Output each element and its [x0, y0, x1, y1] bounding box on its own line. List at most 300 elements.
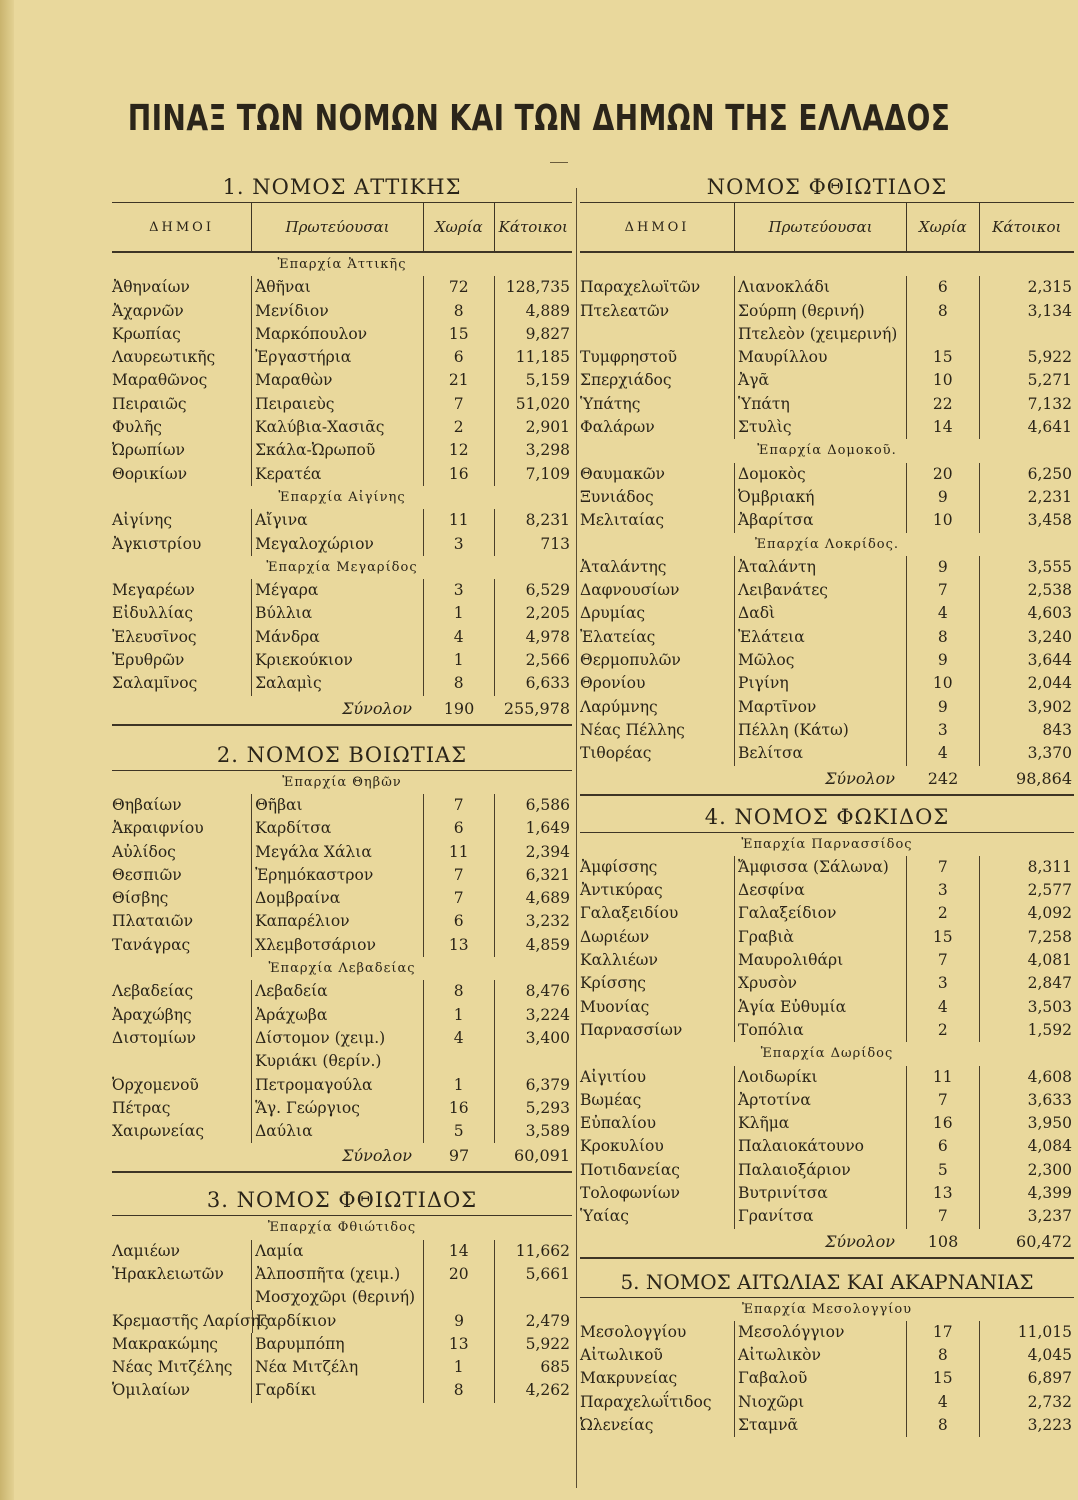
demos-name: Θαυμακῶν: [580, 464, 665, 483]
capital-name: Ἐλάτεια: [734, 626, 906, 649]
total-katoikoi: 255,978: [503, 698, 570, 718]
table-row: [112, 1050, 572, 1073]
inhabitants-count: 51,020: [494, 393, 573, 416]
inhabitants-count: 4,978: [494, 626, 573, 649]
eparchy-label: Ἐπαρχία Δωρίδος: [760, 1046, 894, 1062]
demos-name: Σαλαμῖνος: [112, 674, 198, 693]
inhabitants-count: 3,134: [979, 300, 1074, 323]
table-row: [580, 902, 1074, 925]
demos-name: Μελιταίας: [580, 511, 665, 530]
demos-name: Αἰγιτίου: [580, 1067, 647, 1086]
inhabitants-count: 11,015: [979, 1321, 1074, 1344]
inhabitants-count: 2,205: [494, 602, 573, 625]
inhabitants-count: 2,394: [494, 841, 573, 864]
inhabitants-count: 6,586: [494, 794, 573, 817]
table-row: [112, 817, 572, 840]
capital-name: Ἀθῆναι: [251, 276, 423, 299]
villages-count: 15: [906, 1367, 979, 1390]
inhabitants-count: 2,479: [494, 1310, 572, 1333]
table-row: [580, 509, 1074, 532]
villages-count: 21: [423, 369, 494, 392]
demos-name: Μεγαρέων: [112, 581, 195, 600]
inhabitants-count: 2,732: [979, 1391, 1074, 1414]
table-row: [580, 602, 1074, 625]
villages-count: 11: [423, 509, 494, 532]
table-row: [580, 649, 1074, 672]
inhabitants-count: 6,379: [494, 1074, 573, 1097]
demos-name: Κρωπίας: [112, 324, 181, 343]
capital-name: Νέα Μιτζέλη: [251, 1356, 423, 1379]
villages-count: 8: [423, 300, 494, 323]
villages-count: 8: [906, 300, 979, 323]
inhabitants-count: 7,132: [979, 393, 1074, 416]
inhabitants-count: 6,250: [979, 463, 1074, 486]
table-row: [112, 533, 572, 556]
villages-count: 12: [423, 439, 494, 462]
left-column: [112, 172, 572, 1403]
total-choria: 242: [927, 768, 959, 788]
table-row: [580, 300, 1074, 323]
inhabitants-count: [494, 1286, 573, 1309]
demos-name: Ὑπάτης: [580, 394, 641, 413]
table-row: [112, 369, 572, 392]
capital-name: Ἄμφισσα (Σάλωνα): [734, 856, 906, 879]
demos-name: Δωριέων: [580, 927, 650, 946]
demos-name: Ὠρωπίων: [112, 441, 185, 460]
header-demoi: ΔΗΜΟΙ: [624, 219, 690, 235]
demos-name: Πλαταιῶν: [112, 912, 193, 931]
capital-name: Ἐργαστήρια: [251, 346, 423, 369]
table-row: [112, 841, 572, 864]
capital-name: Μαυρολιθάρι: [734, 949, 906, 972]
inhabitants-count: 7,109: [494, 463, 573, 486]
header-choria: Χωρία: [423, 203, 494, 251]
inhabitants-count: 2,577: [979, 879, 1074, 902]
capital-name: Ριγίνη: [734, 672, 906, 695]
inhabitants-count: 3,232: [494, 910, 573, 933]
capital-name: Αἴγινα: [251, 509, 423, 532]
table-row: [580, 346, 1074, 369]
villages-count: [423, 1286, 494, 1309]
inhabitants-count: 11,185: [494, 346, 573, 369]
demos-name: Ὁμιλαίων: [112, 1381, 190, 1400]
table-row: [580, 626, 1074, 649]
nomos-heading: 1. ΝΟΜΟΣ ΑΤΤΙΚΗΣ: [222, 175, 462, 199]
table-row: [580, 996, 1074, 1019]
table-row: [580, 1019, 1074, 1042]
inhabitants-count: 2,044: [979, 672, 1074, 695]
villages-count: 10: [906, 672, 979, 695]
demos-name: Χαιρωνείας: [112, 1122, 205, 1141]
capital-name: Λειβανάτες: [734, 579, 906, 602]
inhabitants-count: 4,262: [494, 1379, 573, 1402]
inhabitants-count: 6,529: [494, 579, 573, 602]
header-proteuousai: Πρωτεύουσαι: [734, 203, 906, 251]
inhabitants-count: 3,503: [979, 996, 1074, 1019]
inhabitants-count: 4,608: [979, 1066, 1074, 1089]
inhabitants-count: 1,649: [494, 817, 573, 840]
villages-count: 9: [423, 1310, 493, 1333]
villages-count: 8: [423, 672, 494, 695]
inhabitants-count: 3,555: [979, 556, 1074, 579]
inhabitants-count: 8,311: [979, 856, 1074, 879]
demos-name: Γαλαξειδίου: [580, 904, 679, 923]
nomos-section: [580, 1267, 1074, 1438]
villages-count: 16: [423, 463, 494, 486]
table-row: [112, 346, 572, 369]
total-row: [112, 1143, 572, 1169]
demos-name: Θίσβης: [112, 889, 169, 908]
table-row: [112, 980, 572, 1003]
capital-name: Ἀράχωβα: [251, 1004, 423, 1027]
demos-name: Τανάγρας: [112, 935, 191, 954]
demos-name: Ὀρχομενοῦ: [112, 1075, 199, 1094]
eparchy-label: Ἐπαρχία Λεβαδείας: [268, 961, 416, 977]
inhabitants-count: [494, 1050, 573, 1073]
eparchy-label: Ἐπαρχία Αἰγίνης: [278, 489, 406, 505]
demos-name: Κρεμαστῆς Λαρίσης: [112, 1311, 269, 1330]
villages-count: 2: [423, 416, 494, 439]
capital-name: Μέγαρα: [251, 579, 423, 602]
demos-name: Μακρυνείας: [580, 1369, 678, 1388]
table-row: [580, 672, 1074, 695]
demos-name: Τιθορέας: [580, 744, 652, 763]
villages-count: [423, 1050, 494, 1073]
inhabitants-count: 3,633: [979, 1089, 1074, 1112]
capital-name: Μεσολόγγιον: [734, 1321, 906, 1344]
table-row: [112, 1097, 572, 1120]
demos-name: Δρυμίας: [580, 604, 646, 623]
demos-name: Εἰδυλλίας: [112, 604, 194, 623]
villages-count: 7: [423, 864, 494, 887]
inhabitants-count: 5,159: [494, 369, 573, 392]
villages-count: 7: [906, 949, 979, 972]
villages-count: 72: [423, 276, 494, 299]
demos-name: [112, 1050, 251, 1073]
table-row: [112, 1356, 572, 1379]
villages-count: 6: [906, 1135, 979, 1158]
demos-name: Πέτρας: [112, 1098, 171, 1117]
inhabitants-count: 2,300: [979, 1159, 1074, 1182]
inhabitants-count: 4,889: [494, 300, 573, 323]
villages-count: 11: [423, 841, 494, 864]
capital-name: Δαδὶ: [734, 602, 906, 625]
inhabitants-count: 4,399: [979, 1182, 1074, 1205]
demos-name: Πτελεατῶν: [580, 301, 670, 320]
inhabitants-count: 3,224: [494, 1004, 573, 1027]
capital-name: Βυτρινίτσα: [734, 1182, 906, 1205]
demos-name: Νέας Μιτζέλης: [112, 1358, 233, 1377]
table-row: [112, 672, 572, 695]
villages-count: 9: [906, 649, 979, 672]
inhabitants-count: 3,223: [979, 1414, 1074, 1437]
capital-name: Πειραιεὺς: [251, 393, 423, 416]
capital-name: Ἀλποσπῆτα (χειμ.): [251, 1263, 423, 1286]
demos-name: Θηβαίων: [112, 795, 182, 814]
demos-name: Ἐλευσῖνος: [112, 627, 197, 646]
capital-name: Μαυρίλλου: [734, 346, 906, 369]
inhabitants-count: 128,735: [494, 276, 573, 299]
villages-count: 3: [423, 579, 494, 602]
villages-count: 22: [906, 393, 979, 416]
page-title: ΠΙΝΑΞ ΤΩΝ ΝΟΜΩΝ ΚΑΙ ΤΩΝ ΔΗΜΩΝ ΤΗΣ ΕΛΛΑΔΟΣ: [127, 98, 951, 139]
villages-count: 9: [906, 486, 979, 509]
capital-name: Λεβαδεία: [251, 980, 423, 1003]
inhabitants-count: 6,633: [494, 672, 573, 695]
table-row: [580, 719, 1074, 742]
demos-name: Ἀθηναίων: [112, 278, 190, 297]
villages-count: 6: [423, 910, 494, 933]
demos-name: Θρονίου: [580, 674, 646, 693]
capital-name: Μοσχοχῶρι (θερινή): [251, 1286, 423, 1309]
villages-count: 1: [423, 1356, 494, 1379]
capital-name: Χλεμβοτσάριον: [251, 934, 423, 957]
inhabitants-count: 3,237: [979, 1205, 1074, 1228]
capital-name: Βύλλια: [251, 602, 423, 625]
table-row: [580, 463, 1074, 486]
table-row: [580, 926, 1074, 949]
capital-name: Καρδίτσα: [251, 817, 423, 840]
section-gap: [112, 1173, 572, 1185]
capital-name: Πέλλη (Κάτω): [734, 719, 906, 742]
total-label: Σύνολον: [825, 1231, 895, 1251]
demos-name: Τολοφωνίων: [580, 1183, 680, 1202]
capital-name: Ἅγ. Γεώργιος: [251, 1097, 423, 1120]
demos-name: Καλλιέων: [580, 951, 658, 970]
table-row: [112, 1004, 572, 1027]
villages-count: 13: [906, 1182, 979, 1205]
capital-name: Στυλὶς: [734, 416, 906, 439]
capital-name: Κλῆμα: [734, 1112, 906, 1135]
demos-name: Ἀμφίσσης: [580, 857, 658, 876]
column-divider: [576, 188, 577, 1488]
capital-name: Δίστομον (χειμ.): [251, 1027, 423, 1050]
demos-name: Νέας Πέλλης: [580, 720, 685, 739]
nomos-heading: 2. ΝΟΜΟΣ ΒΟΙΩΤΙΑΣ: [216, 742, 468, 767]
demos-name: Αἰγίνης: [112, 511, 173, 530]
table-row: [580, 972, 1074, 995]
table-row: [580, 323, 1074, 346]
capital-name: Ἀβαρίτσα: [734, 509, 906, 532]
inhabitants-count: 7,258: [979, 926, 1074, 949]
nomos-section: [580, 172, 1074, 796]
villages-count: 4: [423, 626, 494, 649]
section-gap: [112, 726, 572, 740]
villages-count: 7: [906, 1089, 979, 1112]
capital-name: Σαλαμὶς: [251, 672, 423, 695]
total-row: [580, 1229, 1074, 1255]
total-row: [112, 696, 572, 722]
villages-count: 3: [906, 972, 979, 995]
villages-count: 8: [906, 1414, 979, 1437]
demos-name: Μαραθῶνος: [112, 371, 208, 390]
inhabitants-count: 9,827: [494, 323, 573, 346]
villages-count: 10: [906, 369, 979, 392]
villages-count: 2: [906, 902, 979, 925]
villages-count: 9: [906, 556, 979, 579]
table-row: [580, 1182, 1074, 1205]
villages-count: 15: [906, 346, 979, 369]
capital-name: Πτελεὸν (χειμερινή): [734, 323, 906, 346]
demos-name: Αὐλίδος: [112, 842, 176, 861]
capital-name: Καλύβια-Χασιᾶς: [251, 416, 423, 439]
table-row: [112, 626, 572, 649]
capital-name: Σταμνᾶ: [734, 1414, 906, 1437]
capital-name: Ἀγᾶ: [734, 369, 906, 392]
villages-count: 6: [906, 276, 979, 299]
inhabitants-count: 5,271: [979, 369, 1074, 392]
inhabitants-count: 8,476: [494, 980, 573, 1003]
demos-name: Θεσπιῶν: [112, 865, 182, 884]
villages-count: 20: [906, 463, 979, 486]
table-row: [580, 393, 1074, 416]
capital-name: Μῶλος: [734, 649, 906, 672]
table-row: [112, 1379, 572, 1402]
capital-name: Γαλαξείδιον: [734, 902, 906, 925]
nomos-heading: 3. ΝΟΜΟΣ ΦΘΙΩΤΙΔΟΣ: [206, 1188, 478, 1213]
capital-name: Χρυσὸν: [734, 972, 906, 995]
demos-name: Παραχελωϊτῶν: [580, 278, 701, 297]
table-row: [112, 439, 572, 462]
table-row: [580, 1135, 1074, 1158]
villages-count: 8: [906, 626, 979, 649]
villages-count: 1: [423, 1004, 494, 1027]
total-label: Σύνολον: [342, 1146, 412, 1166]
villages-count: 10: [906, 509, 979, 532]
table-row: [112, 864, 572, 887]
table-row: [580, 1066, 1074, 1089]
inhabitants-count: 713: [494, 533, 573, 556]
inhabitants-count: 3,240: [979, 626, 1074, 649]
capital-name: Γαρδίκι: [251, 1379, 423, 1402]
section-gap: [580, 1259, 1074, 1267]
demos-name: Ἐλατείας: [580, 627, 656, 646]
inhabitants-count: 843: [979, 719, 1074, 742]
villages-count: 5: [423, 1120, 494, 1143]
capital-name: Σούρπη (θερινή): [734, 300, 906, 323]
table-row: [112, 276, 572, 299]
demos-name: Λαμιέων: [112, 1241, 180, 1260]
capital-name: Κερατέα: [251, 463, 423, 486]
capital-name: Κυριάκι (θερίν.): [251, 1050, 423, 1073]
capital-name: Μεγαλοχώριον: [251, 533, 423, 556]
table-row: [112, 1263, 572, 1286]
table-row: [580, 1321, 1074, 1344]
inhabitants-count: 3,370: [979, 742, 1074, 765]
capital-name: Παλαιοξάριον: [734, 1159, 906, 1182]
inhabitants-count: 5,922: [494, 1333, 573, 1356]
demos-name: Θερμοπυλῶν: [580, 651, 681, 670]
demos-name: Αἰτωλικοῦ: [580, 1346, 663, 1365]
total-label: Σύνολον: [342, 698, 412, 718]
inhabitants-count: 4,689: [494, 887, 573, 910]
table-row: [112, 300, 572, 323]
table-row: [112, 1120, 572, 1143]
inhabitants-count: 5,922: [979, 346, 1074, 369]
capital-name: Λαμία: [251, 1240, 423, 1263]
inhabitants-count: 2,231: [979, 486, 1074, 509]
demos-name: Παρνασσίων: [580, 1020, 683, 1039]
villages-count: 5: [906, 1159, 979, 1182]
villages-count: 6: [423, 346, 494, 369]
total-katoikoi: 60,091: [514, 1146, 570, 1166]
table-row: [112, 323, 572, 346]
inhabitants-count: 4,084: [979, 1135, 1074, 1158]
demos-name: Δαφνουσίων: [580, 581, 680, 600]
column-header-row: [580, 202, 1074, 253]
demos-name: Φαλάρων: [580, 418, 655, 437]
eparchy-label: Ἐπαρχία Μεσολογγίου: [741, 1301, 913, 1317]
eparchy-label: Ἐπαρχία Ἀττικῆς: [277, 257, 407, 272]
villages-count: 15: [906, 926, 979, 949]
table-row: [112, 1074, 572, 1097]
inhabitants-count: 4,641: [979, 416, 1074, 439]
villages-count: 16: [423, 1097, 494, 1120]
inhabitants-count: [979, 323, 1074, 346]
capital-name: Ἀρτοτίνα: [734, 1089, 906, 1112]
total-katoikoi: 60,472: [1016, 1231, 1072, 1251]
demos-name: Ἀταλάντης: [580, 557, 667, 576]
inhabitants-count: 3,298: [494, 439, 573, 462]
capital-name: Δομβραίνα: [251, 887, 423, 910]
inhabitants-count: 3,902: [979, 696, 1074, 719]
nomos-heading: ΝΟΜΟΣ ΦΘΙΩΤΙΔΟΣ: [706, 175, 948, 199]
demos-name: Σπερχιάδος: [580, 371, 672, 390]
demos-name: Ἀγκιστρίου: [112, 534, 202, 553]
inhabitants-count: 5,661: [494, 1263, 573, 1286]
inhabitants-count: 2,847: [979, 972, 1074, 995]
eparchy-label: Ἐπαρχία Δομοκοῦ.: [757, 443, 897, 459]
villages-count: 3: [906, 879, 979, 902]
header-proteuousai: Πρωτεύουσαι: [251, 203, 423, 251]
capital-name: Δαύλια: [251, 1120, 423, 1143]
table-row: [112, 794, 572, 817]
demos-name: Κροκυλίου: [580, 1137, 664, 1156]
header-choria: Χωρία: [906, 203, 979, 251]
inhabitants-count: 4,603: [979, 602, 1074, 625]
demos-name: Ἐρυθρῶν: [112, 651, 185, 670]
page-edge: [0, 0, 14, 1500]
table-row: [580, 879, 1074, 902]
demos-name: Ἀραχώβης: [112, 1005, 192, 1024]
demos-name: Κρίσσης: [580, 974, 646, 993]
table-row: [112, 509, 572, 532]
villages-count: 15: [423, 323, 494, 346]
inhabitants-count: 6,321: [494, 864, 573, 887]
inhabitants-count: 3,589: [494, 1120, 573, 1143]
capital-name: Βαρυμπόπη: [251, 1333, 423, 1356]
right-column: [580, 172, 1074, 1437]
villages-count: 1: [423, 602, 494, 625]
header-demoi: ΔΗΜΟΙ: [149, 219, 214, 235]
table-row: [580, 1414, 1074, 1437]
inhabitants-count: 4,092: [979, 902, 1074, 925]
table-row: [112, 602, 572, 625]
capital-name: Παλαιοκάτουνο: [734, 1135, 906, 1158]
table-row: [112, 393, 572, 416]
table-row: [112, 649, 572, 672]
inhabitants-count: 4,081: [979, 949, 1074, 972]
nomos-section: [112, 1185, 572, 1402]
total-choria: 190: [443, 698, 475, 718]
demos-name: Θορικίων: [112, 464, 188, 483]
villages-count: 17: [906, 1321, 979, 1344]
demos-name: Λαρύμνης: [580, 697, 658, 716]
villages-count: 1: [423, 1074, 494, 1097]
demos-name: Μακρακώμης: [112, 1334, 218, 1353]
villages-count: 13: [423, 1333, 494, 1356]
capital-name: Γραβιὰ: [734, 926, 906, 949]
